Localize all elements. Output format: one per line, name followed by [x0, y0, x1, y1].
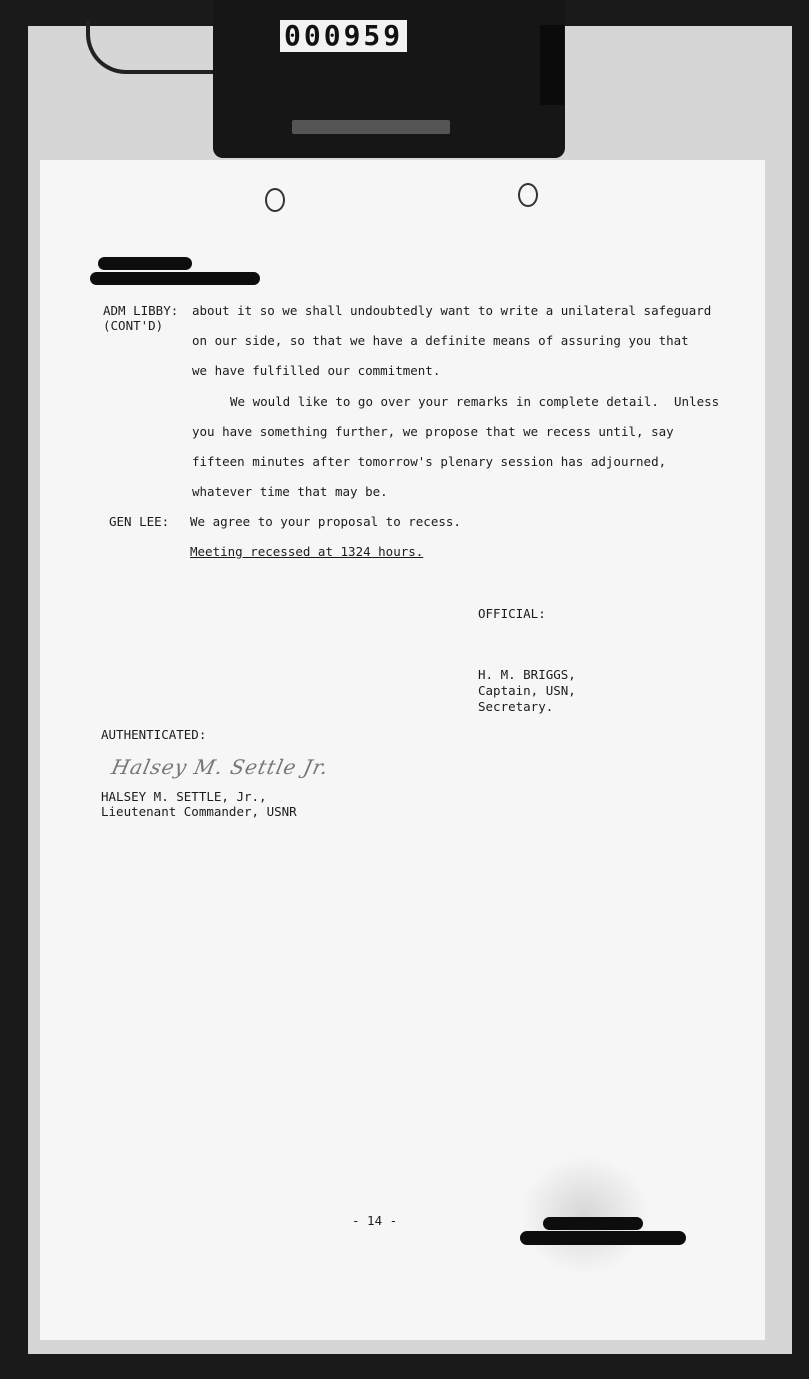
para1-line-1: about it so we shall undoubtedly want to write a unilateral safeguard: [192, 303, 712, 318]
official-label: OFFICIAL:: [478, 606, 546, 621]
authenticated-name: HALSEY M. SETTLE, Jr.,: [101, 789, 267, 804]
authenticated-label: AUTHENTICATED:: [101, 727, 207, 742]
official-name: H. M. BRIGGS,: [478, 667, 576, 682]
authenticated-rank: Lieutenant Commander, USNR: [101, 804, 297, 819]
para2-line-4: whatever time that may be.: [192, 484, 388, 499]
counter-digits: 000959: [280, 20, 407, 52]
counter-cable: [86, 20, 230, 74]
redaction-bar-top-2: [90, 272, 260, 285]
handwritten-signature: Halsey M. Settle Jr.: [109, 755, 332, 779]
redaction-bar-bottom-2: [520, 1231, 686, 1245]
para2-line-2: you have something further, we propose that we recess until, say: [192, 424, 674, 439]
speaker-continued: (CONT'D): [103, 318, 164, 333]
gen-lee-statement: We agree to your proposal to recess.: [190, 514, 461, 529]
smudge-mark: [520, 1155, 650, 1275]
punch-hole-left: [265, 188, 285, 212]
punch-hole-right: [518, 183, 538, 207]
page-number: - 14 -: [352, 1213, 398, 1228]
official-rank: Captain, USN,: [478, 683, 576, 698]
redaction-bar-top-1: [98, 257, 192, 270]
para2-line-1: We would like to go over your remarks in complete detail. Unless: [230, 394, 720, 409]
counter-plate: [292, 120, 450, 134]
official-title: Secretary.: [478, 699, 554, 714]
speaker-adm-libby: ADM LIBBY:: [103, 303, 179, 318]
para1-line-2: on our side, so that we have a definite means of assuring you that: [192, 333, 689, 348]
para2-line-3: fifteen minutes after tomorrow's plenary session has adjourned,: [192, 454, 667, 469]
para1-line-3: we have fulfilled our commitment.: [192, 363, 441, 378]
redaction-bar-bottom-1: [543, 1217, 643, 1230]
recess-note: Meeting recessed at 1324 hours.: [190, 544, 424, 559]
counter-knob: [540, 25, 564, 105]
speaker-gen-lee: GEN LEE:: [109, 514, 170, 529]
